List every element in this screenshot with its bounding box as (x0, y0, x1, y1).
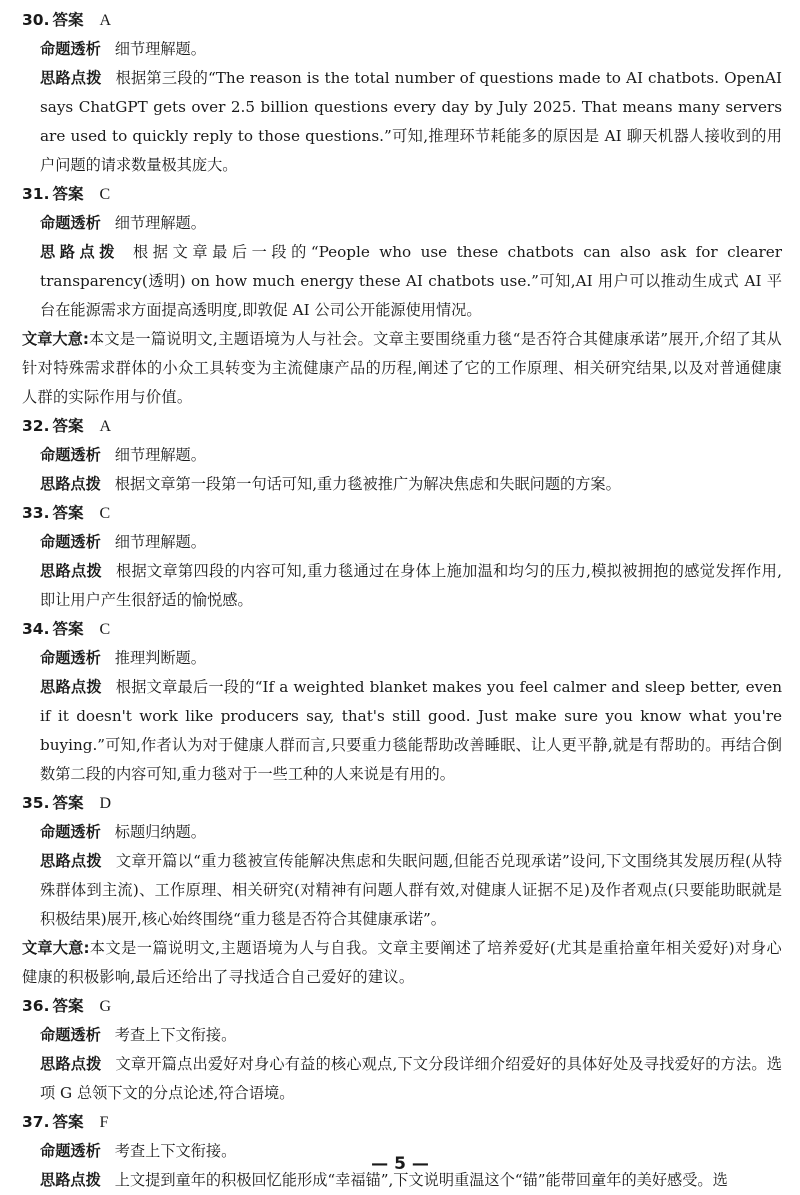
type-label: 命题透析 (40, 446, 101, 464)
question-number: 36. (22, 997, 50, 1015)
answer-letter: A (99, 418, 112, 435)
question-31 (22, 180, 782, 325)
summary-text: 本文是一篇说明文,主题语境为人与自我。文章主要阐述了培养爱好(尤其是重拾童年相关爱好)对身心健康的积极影响,最后还给出了寻找适合自己爱好的建议。 (22, 939, 782, 986)
hint-text: 根据文章第四段的内容可知,重力毯通过在身体上施加温和均匀的压力,模拟被拥抱的感觉发挥作用,即让用户产生很舒适的愉悦感。 (40, 562, 783, 609)
question-number: 32. (22, 417, 50, 435)
question-number: 31. (22, 185, 50, 203)
question-36 (22, 992, 782, 1108)
question-number: 37. (22, 1113, 50, 1131)
question-number: 30. (22, 11, 50, 29)
article-summary-2 (22, 934, 782, 992)
summary-label: 文章大意: (22, 330, 89, 348)
answer-label: 答案 (52, 794, 84, 812)
question-number: 35. (22, 794, 50, 812)
answer-label: 答案 (52, 997, 84, 1015)
question-type: 标题归纳题。 (114, 823, 206, 841)
answer-letter: C (99, 186, 111, 203)
answer-label: 答案 (52, 185, 84, 203)
hint-text: 上文提到童年的积极回忆能形成“幸福锚”,下文说明重温这个“锚”能带回童年的美好感受。选 (114, 1171, 728, 1189)
hint-text: 根据第三段的“The reason is the total number of questions made to AI chatbots. OpenAI says ChatGPT gets over 2.5 billion questions every day by July 2025. That means many servers are used to quickly reply to those questions.”可知,推理环节耗能多的原因是 AI 聊天机器人接收到的用户问题的请求数量极其庞大。 (40, 69, 782, 174)
answer-label: 答案 (52, 11, 84, 29)
hint-label: 思路点拨 (40, 243, 120, 261)
hint-text: 文章开篇以“重力毯被宣传能解决焦虑和失眠问题,但能否兑现承诺”设问,下文围绕其发展历程(从特殊群体到主流)、工作原理、相关研究(对精神有问题人群有效,对健康人证据不足)及作者观点(只要能助眠就是积极结果)展开,核心始终围绕“重力毯是否符合其健康承诺”。 (40, 852, 783, 928)
answer-label: 答案 (52, 417, 84, 435)
hint-label: 思路点拨 (40, 69, 102, 87)
page-number: — 5 — (371, 1154, 429, 1174)
hint-text: 根据文章最后一段的“If a weighted blanket makes you feel calmer and sleep better, even if it doesn't work like producers say, that's still good. Just make sure you know what you're buying.”可知,作者认为对于健康人群而言,只要重力毯能帮助改善睡眠、让人更平静,就是有帮助的。再结合倒数第二段的内容可知,重力毯对于一些工种的人来说是有用的。 (40, 678, 783, 783)
question-34 (22, 615, 782, 789)
answer-letter: C (99, 621, 111, 638)
answer-letter: A (99, 12, 112, 29)
answer-label: 答案 (52, 504, 84, 522)
type-label: 命题透析 (40, 649, 101, 667)
question-number: 34. (22, 620, 50, 638)
type-label: 命题透析 (40, 40, 101, 58)
summary-label: 文章大意: (22, 939, 90, 957)
article-summary-1 (22, 325, 782, 412)
hint-label: 思路点拨 (40, 678, 102, 696)
question-type: 推理判断题。 (114, 649, 206, 667)
question-32 (22, 412, 782, 499)
answer-letter: G (99, 998, 112, 1015)
question-35 (22, 789, 782, 934)
type-label: 命题透析 (40, 823, 101, 841)
type-label: 命题透析 (40, 214, 101, 232)
hint-label: 思路点拨 (40, 1171, 101, 1189)
question-type: 细节理解题。 (114, 214, 206, 232)
question-type: 细节理解题。 (114, 40, 206, 58)
question-type: 细节理解题。 (114, 446, 206, 464)
hint-label: 思路点拨 (40, 562, 102, 580)
answer-letter: C (99, 505, 111, 522)
question-number: 33. (22, 504, 50, 522)
type-label: 命题透析 (40, 1026, 101, 1044)
hint-label: 思路点拨 (40, 852, 102, 870)
answer-letter: F (99, 1114, 109, 1131)
answer-letter: D (99, 795, 112, 812)
question-type: 考查上下文衔接。 (114, 1142, 237, 1160)
answer-label: 答案 (52, 1113, 84, 1131)
hint-label: 思路点拨 (40, 475, 101, 493)
hint-text: 文章开篇点出爱好对身心有益的核心观点,下文分段详细介绍爱好的具体好处及寻找爱好的方法。选项 G 总领下文的分点论述,符合语境。 (40, 1055, 782, 1102)
question-type: 细节理解题。 (114, 533, 206, 551)
hint-text: 根据文章最后一段的“People who use these chatbots can also ask for clearer transparency(透明) on how much energy these AI chatbots use.”可知,AI 用户可以推动生成式 AI 平台在能源需求方面提高透明度,即敦促 AI 公司公开能源使用情况。 (40, 243, 783, 319)
question-type: 考查上下文衔接。 (114, 1026, 237, 1044)
hint-label: 思路点拨 (40, 1055, 102, 1073)
type-label: 命题透析 (40, 1142, 101, 1160)
answer-label: 答案 (52, 620, 84, 638)
question-33 (22, 499, 782, 615)
question-30 (22, 6, 782, 180)
hint-text: 根据文章第一段第一句话可知,重力毯被推广为解决焦虑和失眠问题的方案。 (114, 475, 621, 493)
summary-text: 本文是一篇说明文,主题语境为人与社会。文章主要围绕重力毯“是否符合其健康承诺”展开,介绍了其从针对特殊需求群体的小众工具转变为主流健康产品的历程,阐述了它的工作原理、相关研究结果,以及对普通健康人群的实际作用与价值。 (22, 330, 782, 406)
type-label: 命题透析 (40, 533, 101, 551)
